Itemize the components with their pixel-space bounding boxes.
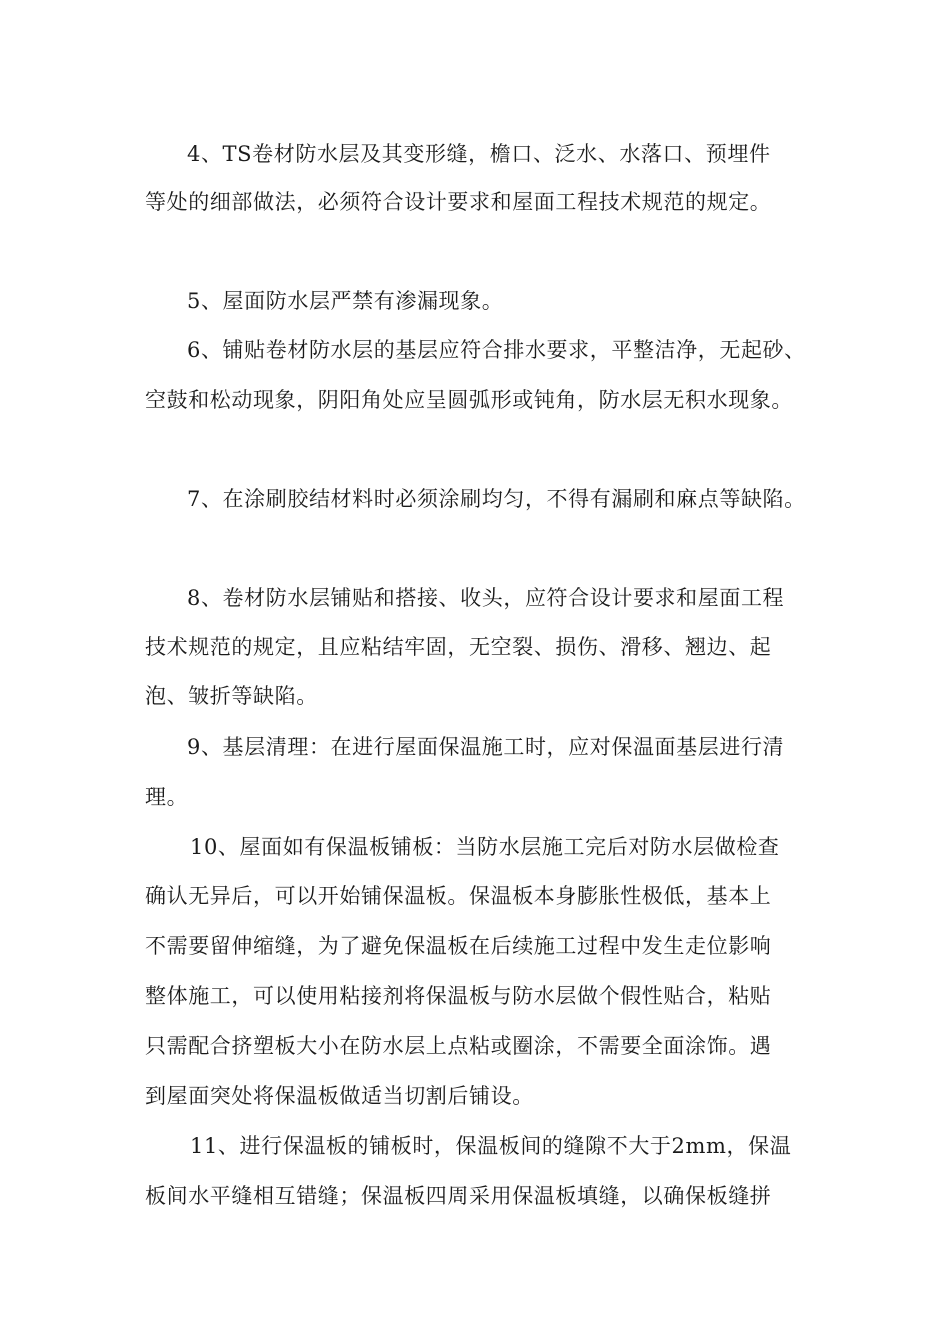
paragraph-10-line-5: 只需配合挤塑板大小在防水层上点粘或圈涂，不需要全面涂饰。遇 xyxy=(145,1034,772,1058)
paragraph-11-line-1: 11、进行保温板的铺板时，保温板间的缝隙不大于2mm，保温 xyxy=(190,1134,792,1158)
paragraph-8-line-3: 泡、皱折等缺陷。 xyxy=(145,684,318,708)
paragraph-8-line-2: 技术规范的规定，且应粘结牢固，无空裂、损伤、滑移、翘边、起 xyxy=(145,635,772,659)
paragraph-4-line-1: 4、TS卷材防水层及其变形缝，檐口、泛水、水落口、预埋件 xyxy=(187,142,771,166)
paragraph-8-line-1: 8、卷材防水层铺贴和搭接、收头，应符合设计要求和屋面工程 xyxy=(187,586,785,610)
paragraph-10-line-6: 到屋面突处将保温板做适当切割后铺设。 xyxy=(145,1084,534,1108)
paragraph-10-line-4: 整体施工，可以使用粘接剂将保温板与防水层做个假性贴合，粘贴 xyxy=(145,984,772,1008)
paragraph-10-line-2: 确认无异后，可以开始铺保温板。保温板本身膨胀性极低，基本上 xyxy=(145,884,772,908)
paragraph-6-line-2: 空鼓和松动现象，阴阳角处应呈圆弧形或钝角，防水层无积水现象。 xyxy=(145,388,793,412)
paragraph-5-line-1: 5、屋面防水层严禁有渗漏现象。 xyxy=(187,289,504,313)
paragraph-6-line-1: 6、铺贴卷材防水层的基层应符合排水要求，平整洁净，无起砂、 xyxy=(187,338,806,362)
paragraph-10-line-1: 10、屋面如有保温板铺板：当防水层施工完后对防水层做检查 xyxy=(190,835,780,859)
paragraph-7-line-1: 7、在涂刷胶结材料时必须涂刷均匀，不得有漏刷和麻点等缺陷。 xyxy=(187,487,806,511)
paragraph-9-line-2: 理。 xyxy=(145,785,189,809)
paragraph-9-line-1: 9、基层清理：在进行屋面保温施工时，应对保温面基层进行清 xyxy=(187,735,785,759)
paragraph-11-line-2: 板间水平缝相互错缝；保温板四周采用保温板填缝，以确保板缝拼 xyxy=(145,1184,772,1208)
paragraph-10-line-3: 不需要留伸缩缝，为了避免保温板在后续施工过程中发生走位影响 xyxy=(145,934,772,958)
paragraph-4-line-2: 等处的细部做法，必须符合设计要求和屋面工程技术规范的规定。 xyxy=(145,190,772,214)
